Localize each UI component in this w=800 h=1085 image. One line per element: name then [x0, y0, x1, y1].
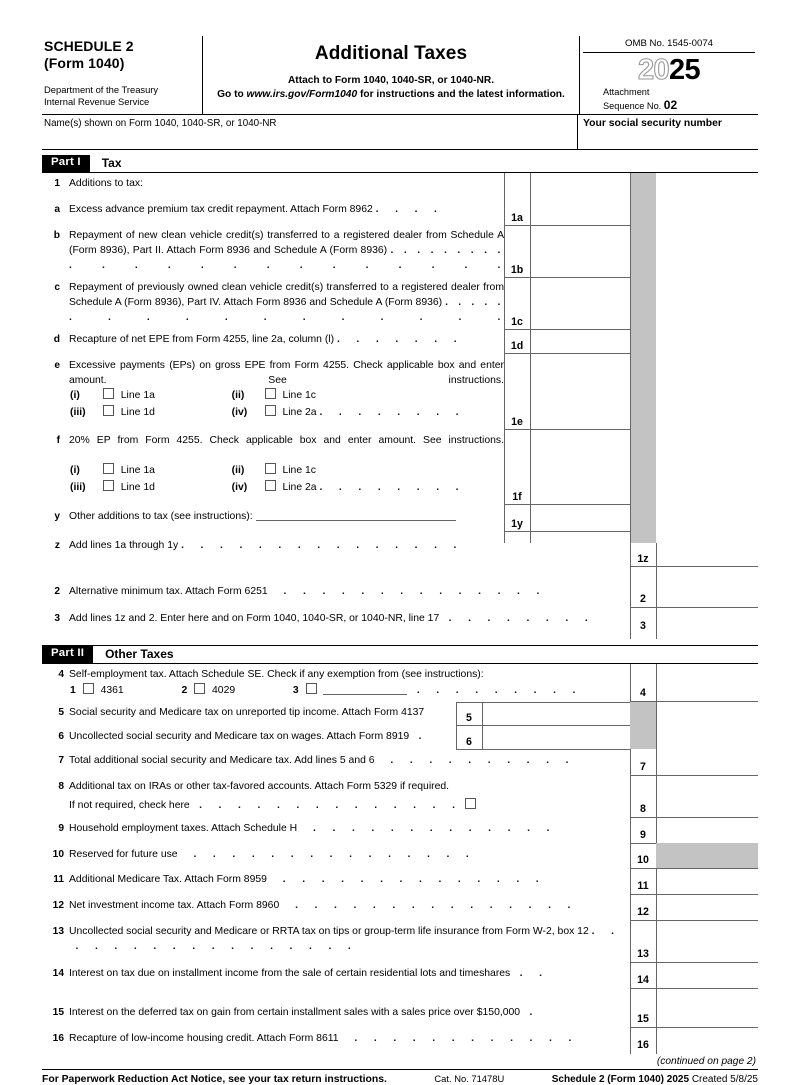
line-5-row [42, 702, 456, 724]
line-10-reserved-shading [656, 843, 758, 868]
roman-iv: (iv) [231, 407, 248, 419]
name-label: Name(s) shown on Form 1040, 1040-SR, or 1040-NR [44, 118, 277, 130]
leader-dots: . . . . . . . . [319, 407, 463, 419]
checkbox-1f-label-1d: Line 1d [120, 482, 155, 494]
line-13-number: 13 [52, 926, 64, 938]
name-field[interactable] [42, 115, 578, 149]
paperwork-notice: For Paperwork Reduction Act Notice, see your tax return instructions. [42, 1074, 387, 1085]
line-1f-checkbox-row-2 [70, 480, 510, 497]
line-2-label: Alternative minimum tax. Attach Form 6251 [69, 586, 268, 598]
line-7-row [42, 750, 630, 772]
line-1b-number: b [53, 230, 60, 242]
created-date: Created 5/8/25 [691, 1074, 758, 1085]
part-1-name: Tax [101, 156, 122, 171]
shaded-column-5-6 [630, 701, 656, 749]
line-1c-number: c [54, 282, 60, 294]
form-footer [42, 1070, 758, 1085]
ssn-field[interactable] [578, 115, 758, 149]
line-11-label: Additional Medicare Tax. Attach Form 8959 [69, 874, 267, 886]
omb-number: OMB No. 1545-0074 [583, 38, 755, 53]
box-6-number: 6 [466, 736, 472, 749]
checkbox-1e-line-1c[interactable] [265, 388, 276, 399]
line-1-text: Additions to tax: [69, 178, 143, 190]
form-header [42, 36, 758, 115]
checkbox-1e-line-1a[interactable] [103, 388, 114, 399]
checkbox-4361[interactable] [83, 683, 94, 694]
leader-dots: . . . . [375, 204, 441, 216]
line-3-text [69, 608, 630, 630]
exemption-1-label: 4361 [100, 685, 124, 697]
roman-iii: (iii) [70, 482, 86, 494]
line-1z-label: Add lines 1a through 1y [69, 540, 179, 552]
line-7-label: Total additional social security and Medicare tax. Add lines 5 and 6 [69, 755, 375, 767]
leader-dots: . . . . . . . . . . . . . . [269, 874, 543, 886]
header-schedule-block [42, 36, 203, 114]
inner-rule-6-right [482, 726, 483, 749]
line-1d-text [69, 329, 504, 351]
box-13-number: 13 [637, 948, 649, 961]
line-1y-number: y [54, 511, 60, 523]
box-1a-number: 1a [511, 212, 523, 225]
line-8-text [69, 776, 630, 817]
box-14-number: 14 [637, 974, 649, 987]
attachment-seq-number: 02 [663, 98, 678, 113]
part-1-totals [42, 581, 758, 645]
line-8-label-2: If not required, check here [69, 800, 190, 812]
line-6-row [42, 726, 456, 748]
line-1a-label: Excess advance premium tax credit repayment. Attach Form 8962 [69, 204, 373, 216]
part-2-name: Other Taxes [105, 647, 174, 662]
part-1-header [42, 155, 758, 173]
line-12-number: 12 [52, 900, 64, 912]
box-1f-number: 1f [512, 491, 522, 504]
line-1f-checkbox-group [70, 463, 510, 496]
line-7-number: 7 [58, 755, 64, 767]
line-9-number: 9 [58, 823, 64, 835]
checkbox-1e-label-2a: Line 2a [282, 407, 317, 419]
line-8-row [42, 776, 630, 817]
leader-dots: . . . . . . . . . . . . . [300, 823, 554, 835]
line-15-label: Interest on the deferred tax on gain from certain installment sales with a sales price over $150,000 [69, 1007, 521, 1019]
roman-iii: (iii) [70, 407, 86, 419]
goto-prefix: Go to [217, 89, 247, 100]
line-1f-checkbox-row-1 [70, 463, 510, 480]
part-2-header [42, 645, 758, 664]
line-5-text: Social security and Medicare tax on unreported tip income. Attach Form 4137 [69, 707, 425, 719]
line-1f-text: 20% EP from Form 4255. Check applicable box and enter amount. See instructions. [69, 435, 504, 447]
column-rule-c [630, 173, 631, 543]
box-1b-number: 1b [510, 264, 524, 277]
checkbox-other-exemption[interactable] [306, 683, 317, 694]
rule-1y [504, 531, 630, 532]
attachment-label: Attachment [603, 87, 650, 97]
checkbox-1f-line-1a[interactable] [103, 463, 114, 474]
leader-dots: . . . . . . . . . . . . [341, 1033, 575, 1045]
line-16-row [42, 1028, 630, 1050]
box-4-number: 4 [640, 687, 646, 700]
dept-line-1: Department of the Treasury [44, 84, 159, 96]
tax-year-suffix: 25 [669, 54, 701, 86]
checkbox-1f-line-1c[interactable] [265, 463, 276, 474]
line-8-label-2-wrap [69, 798, 630, 814]
column-rule-b [530, 173, 531, 543]
checkbox-1e-line-1d[interactable] [103, 405, 114, 416]
line-1a-row [42, 199, 504, 221]
line-1z-number: z [54, 540, 60, 552]
leader-dots: . . . . . . . . . . . . . . . . . . . . . . . [69, 245, 505, 271]
line-15-number: 15 [52, 1007, 64, 1019]
line-2-number: 2 [54, 586, 60, 598]
line-3-label: Add lines 1z and 2. Enter here and on Form 1040, 1040-SR, or 1040-NR, line 17 [69, 613, 440, 625]
box-3-number: 3 [640, 620, 646, 633]
line-9-label: Household employment taxes. Attach Schedule H [69, 823, 298, 835]
dept-line-2: Internal Revenue Service [44, 95, 150, 107]
goto-instruction [207, 89, 575, 100]
rule-1f [504, 504, 630, 505]
box-1d-number: 1d [510, 340, 524, 353]
checkbox-1f-label-2a: Line 2a [282, 482, 317, 494]
line-1-row [42, 173, 504, 195]
exemption-3-number: 3 [292, 685, 299, 697]
exemption-1-number: 1 [70, 685, 76, 697]
box-16-number: 16 [637, 1039, 649, 1052]
line-10-label: Reserved for future use [69, 849, 178, 861]
box-7-number: 7 [640, 761, 646, 774]
line-5-number: 5 [58, 707, 64, 719]
irs-url: www.irs.gov/Form1040 [246, 89, 358, 100]
form-identifier [552, 1074, 758, 1085]
line-15-row [42, 1002, 630, 1024]
line-1a-text [69, 199, 504, 221]
tax-year [583, 56, 755, 85]
line-16-number: 16 [52, 1033, 64, 1045]
box-2-number: 2 [640, 593, 646, 606]
box-1c-number: 1c [511, 316, 523, 329]
line-3-number: 3 [54, 613, 60, 625]
line-8-label-1: Additional tax on IRAs or other tax-favored accounts. Attach Form 5329 if required. [69, 781, 450, 793]
attachment-sequence [583, 87, 755, 112]
line-1a-number: a [54, 204, 60, 216]
attach-instruction: Attach to Form 1040, 1040-SR, or 1040-NR. [287, 75, 495, 86]
checkbox-1f-label-1c: Line 1c [282, 465, 316, 477]
line-6-label: Uncollected social security and Medicare tax on wages. Attach Form 8919 [69, 731, 410, 743]
identity-row [42, 115, 758, 150]
line-1e-checkbox-group [70, 388, 510, 421]
line-1d-label: Recapture of net EPE from Form 4255, line 2a, column (l) [69, 334, 335, 346]
line-7-text [69, 750, 630, 772]
leader-dots: . . . . . . . [336, 334, 461, 346]
header-omb-block [580, 36, 758, 114]
part-2-body [42, 664, 758, 1002]
box-10-number: 10 [637, 854, 649, 867]
column-rule-g [656, 581, 657, 639]
schedule-form: (Form 1040) [44, 54, 125, 71]
line-13-label: Uncollected social security and Medicare or RRTA tax on tips or group-term life insurance from Form W-2, box 12 [69, 926, 589, 938]
box-5-number: 5 [466, 712, 472, 725]
leader-dots: . . . . . . . . [442, 613, 592, 625]
ssn-label: Your social security number [583, 118, 722, 130]
page-title: Additional Taxes [314, 43, 468, 64]
box-1y-number: 1y [511, 518, 523, 531]
line-2-row [42, 581, 630, 603]
line-1e-checkbox-row-1 [70, 388, 510, 405]
column-rule-d [656, 543, 657, 581]
line-12-text [69, 895, 630, 917]
box-12-number: 12 [637, 906, 649, 919]
column-rule-k [656, 1002, 657, 1054]
line-13-text [69, 921, 630, 958]
exemption-2-number: 2 [181, 685, 188, 697]
line-14-row [42, 963, 630, 985]
line-11-row [42, 869, 630, 891]
line-10-row [42, 844, 630, 866]
line-4-text: Self-employment tax. Attach Schedule SE. Check if any exemption from (see instructions): [69, 669, 484, 681]
line-10-number: 10 [52, 849, 64, 861]
line-1e-text: Excessive payments (EPs) on gross EPE from Form 4255. Check applicable box and enter amount. See instructions. [69, 360, 504, 387]
leader-dots: . . . . . . . . . . . . . . [270, 586, 543, 598]
line-12-row [42, 895, 630, 917]
goto-suffix: for instructions and the latest information. [357, 89, 565, 100]
schedule-number: SCHEDULE 2 [44, 38, 134, 54]
part-2-body-cont [42, 1002, 758, 1054]
box-8-number: 8 [640, 803, 646, 816]
line-1y-row [42, 506, 504, 528]
rule-4 [630, 701, 758, 702]
line-1e-checkbox-row-2 [70, 405, 510, 422]
line-10-text [69, 844, 630, 866]
leader-dots: . . . . . . . . . . . . . . . [180, 849, 473, 861]
checkbox-4029[interactable] [194, 683, 205, 694]
leader-dots: . [412, 731, 426, 743]
line-4-number: 4 [58, 669, 64, 681]
leader-dots: . . . . . . . . . . . . . . . . . [69, 926, 618, 953]
leader-dots: . . . . . . . . . . . . . . . [181, 540, 461, 552]
tax-year-prefix: 20 [637, 54, 669, 86]
line-1d-row [42, 329, 504, 351]
checkbox-1f-line-2a[interactable] [265, 480, 276, 491]
roman-iv: (iv) [231, 482, 248, 494]
inner-rule-5-right [482, 702, 483, 725]
leader-dots: . . . . . . . . [319, 482, 463, 494]
line-1z-row [42, 535, 630, 557]
line-2-text [69, 581, 630, 603]
leader-dots: . . [513, 968, 546, 980]
line-12-label: Net investment income tax. Attach Form 8960 [69, 900, 280, 912]
attachment-seq-label: Sequence No. [603, 101, 662, 112]
line-4-exemption-group [70, 683, 579, 696]
line-6-text [69, 726, 456, 748]
part-1-tag: Part I [42, 155, 90, 172]
continued-note: (continued on page 2) [656, 1056, 756, 1068]
checkbox-1e-label-1c: Line 1c [282, 390, 316, 402]
rule-14 [630, 988, 758, 989]
leader-dots: . . . . . . . . . . . . . . [192, 800, 459, 812]
line-11-number: 11 [53, 874, 64, 886]
rule-1d [504, 353, 630, 354]
line-14-number: 14 [52, 968, 64, 980]
catalog-number: Cat. No. 71478U [434, 1073, 505, 1085]
line-1e-number: e [54, 360, 60, 372]
line-1z-text [69, 535, 630, 557]
roman-i: (i) [70, 390, 80, 402]
line-1-number: 1 [54, 178, 60, 190]
exemption-2-label: 4029 [212, 685, 236, 697]
checkbox-1e-label-1a: Line 1a [120, 390, 155, 402]
line-16-text [69, 1028, 630, 1050]
line-1f-number: f [56, 435, 60, 447]
rule-1z [630, 566, 758, 567]
box-1z-number: 1z [637, 553, 649, 566]
box-15-number: 15 [637, 1013, 649, 1026]
line-9-row [42, 818, 630, 840]
line-11-text [69, 869, 630, 891]
exemption-3-write-in[interactable] [323, 694, 407, 695]
line-1d-number: d [53, 334, 60, 346]
box-1e-number: 1e [511, 416, 523, 429]
line-13-row [42, 921, 630, 958]
line-14-label: Interest on tax due on installment income from the sale of certain residential lots and timeshares [69, 968, 511, 980]
line-1c-label: Repayment of previously owned clean vehicle credit(s) transferred to a registered dealer from Schedule A (Form 8936), Part IV. Attach Form 8936 and Schedule A (Form 8936) [69, 282, 504, 309]
shaded-column [630, 173, 656, 543]
line-9-text [69, 818, 630, 840]
form-sheet [42, 36, 758, 1085]
checkbox-1e-line-2a[interactable] [265, 405, 276, 416]
line-15-text [69, 1002, 630, 1024]
leader-dots: . . . . . . . . . . . . . . . [282, 900, 575, 912]
part-2-tag: Part II [42, 646, 93, 663]
line-14-text [69, 963, 630, 985]
form-id-text: Schedule 2 (Form 1040) 2025 [551, 1074, 690, 1085]
box-9-number: 9 [640, 829, 646, 842]
checkbox-1f-line-1d[interactable] [103, 480, 114, 491]
checkbox-1e-label-1d: Line 1d [120, 407, 155, 419]
line-6-number: 6 [58, 731, 64, 743]
roman-ii: (ii) [231, 465, 245, 477]
roman-i: (i) [70, 465, 80, 477]
part-1-body [42, 173, 758, 581]
box-11-number: 11 [637, 880, 649, 893]
leader-dots: . . . . . . . . . . [377, 755, 573, 767]
line-1y-label: Other additions to tax (see instructions): [69, 511, 253, 523]
checkbox-not-required[interactable] [465, 798, 476, 809]
line-3-row [42, 608, 630, 630]
line-1b-label: Repayment of new clean vehicle credit(s) transferred to a registered dealer from Schedule A (Form 8936), Part II. Attach Form 8936 and Schedule A (Form 8936) [69, 230, 504, 257]
checkbox-1f-label-1a: Line 1a [120, 465, 155, 477]
leader-dots: . [522, 1007, 536, 1019]
line-1f-row [42, 430, 504, 467]
leader-dots: . . . . . . . . . . . . . . . . . [69, 297, 504, 323]
line-16-label: Recapture of low-income housing credit. Attach Form 8611 [69, 1033, 339, 1045]
leader-dots: . . . . . . . . . [410, 685, 580, 697]
roman-ii: (ii) [231, 390, 245, 402]
line-1y-text [69, 506, 504, 528]
header-title-block [203, 36, 580, 114]
column-rule-i [656, 664, 657, 1002]
line-1y-write-in[interactable] [256, 520, 456, 521]
line-8-number: 8 [58, 781, 64, 793]
